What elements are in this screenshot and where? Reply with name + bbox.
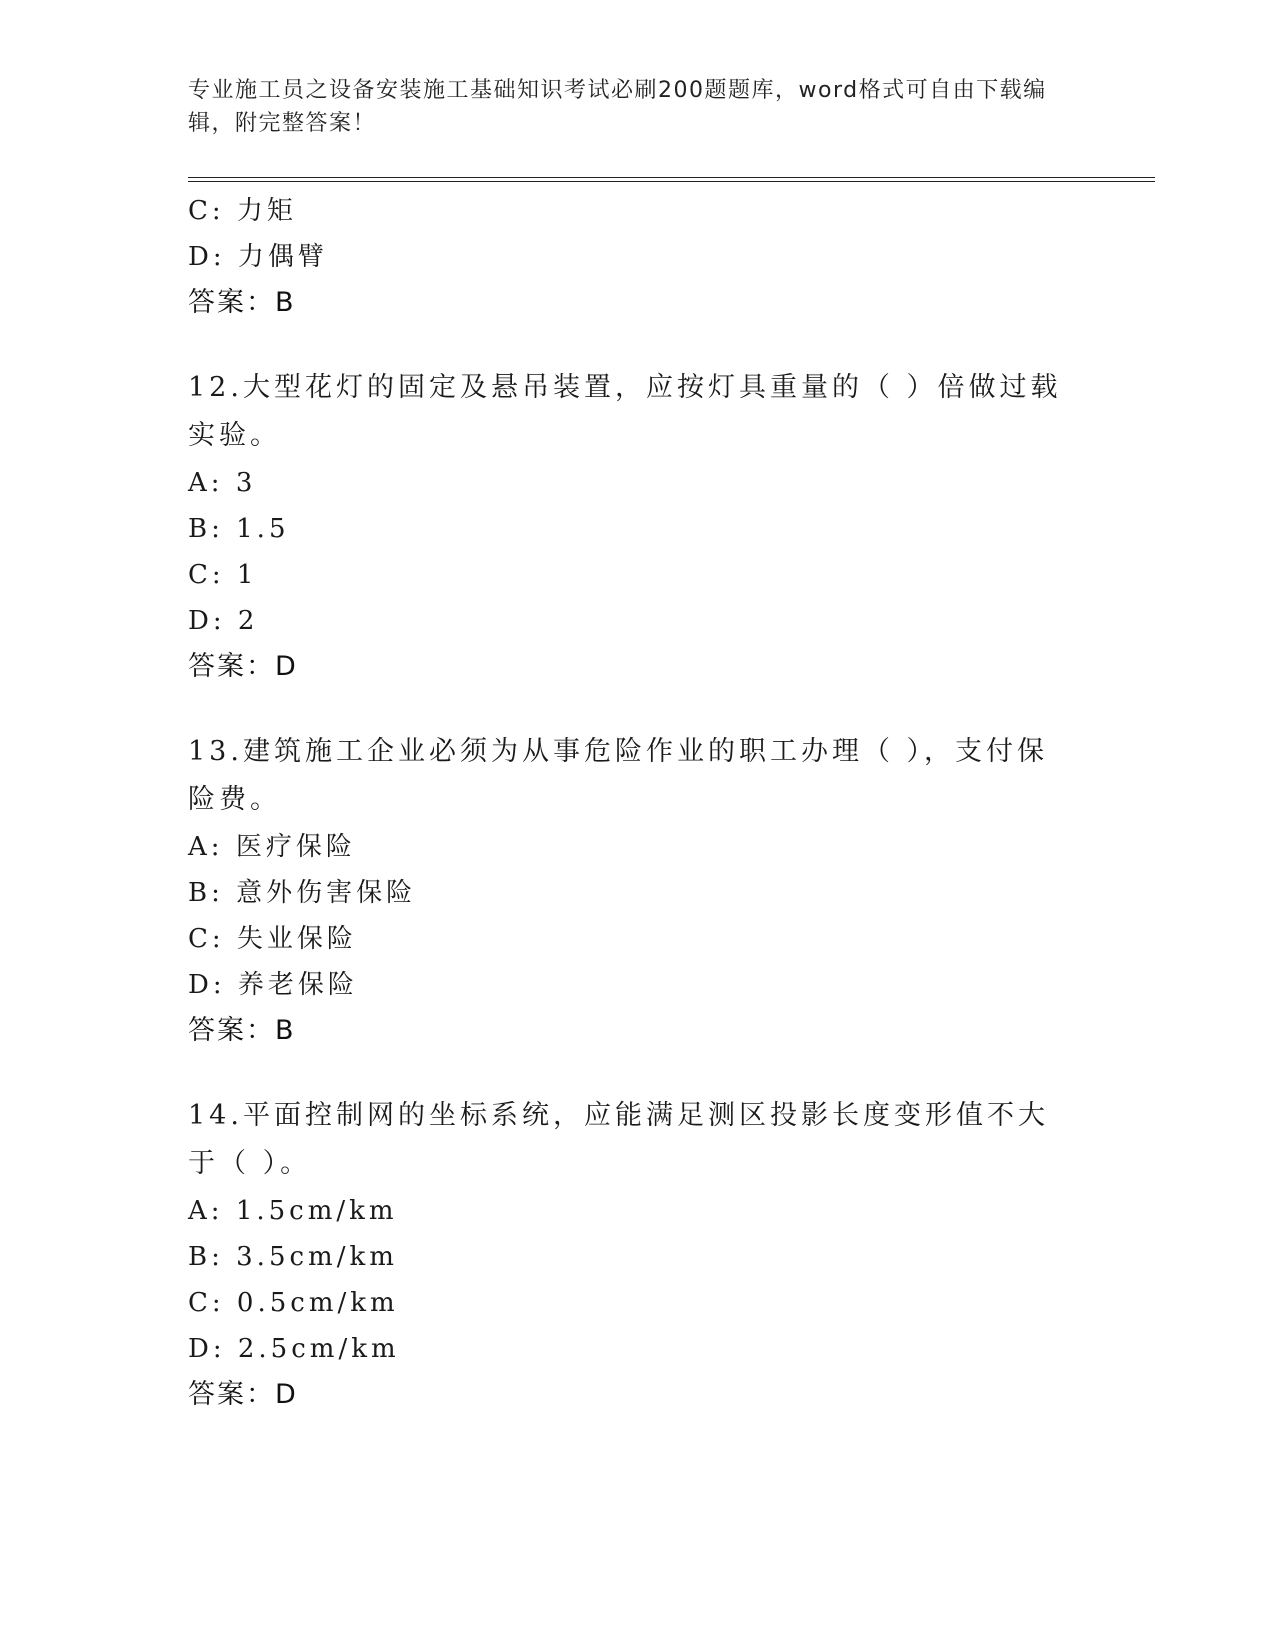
option-text: 力偶臂 [237,242,328,272]
question-number: 13. [188,736,243,767]
spacer [188,690,1068,728]
question-number: 12. [188,372,243,403]
option-label: C: [188,924,225,954]
option-b [188,506,1068,552]
option-text: 失业保险 [236,924,357,954]
question-text: 建筑施工企业必须为从事危险作业的职工办理（ ），支付保险费。 [188,736,1049,815]
option-text: 力矩 [236,196,297,226]
option-text: 3 [235,468,257,498]
option-label: C: [188,560,225,590]
option-d [188,1326,1068,1372]
option-b [188,870,1068,916]
option-label: B: [188,514,224,544]
option-label: A: [188,468,224,498]
answer-line: 答案：B [188,1015,296,1046]
option-label: A: [188,832,224,862]
option-text: 3.5cm/km [236,1242,398,1272]
spacer [188,326,1068,364]
option-text: 2.5cm/km [237,1334,400,1364]
option-text: 0.5cm/km [236,1288,399,1318]
question-stem [188,1092,1068,1188]
option-text: 1 [236,560,258,590]
option-label: C: [188,1288,225,1318]
option-label: A: [188,1196,224,1226]
header-divider-bottom [188,181,1155,182]
option-c [188,916,1068,962]
option-d [188,234,1068,280]
option-c [188,552,1068,598]
option-d [188,598,1068,644]
option-label: D: [188,242,226,272]
header-title: 专业施工员之设备安装施工基础知识考试必刷200题题库，word格式可自由下载编辑，附完整答案！ [188,78,1047,136]
option-text: 1.5cm/km [235,1196,398,1226]
option-label: B: [188,878,224,908]
question-text: 大型花灯的固定及悬吊装置，应按灯具重量的（ ）倍做过载实验。 [188,372,1062,451]
option-a [188,824,1068,870]
answer-line: 答案：D [188,1379,298,1410]
option-b [188,1234,1068,1280]
answer-line: 答案：D [188,651,298,682]
question-12 [188,364,1068,690]
option-text: 意外伤害保险 [236,878,417,908]
question-13 [188,728,1068,1054]
document-body [188,188,1068,1418]
spacer [188,1054,1068,1092]
option-label: C: [188,196,225,226]
option-d [188,962,1068,1008]
option-c [188,1280,1068,1326]
option-label: D: [188,1334,226,1364]
option-c [188,188,1068,234]
answer-line: 答案：B [188,287,296,318]
question-stem [188,728,1068,824]
option-text: 2 [237,606,259,636]
question-text: 平面控制网的坐标系统，应能满足测区投影长度变形值不大于（ ）。 [188,1100,1049,1179]
option-label: B: [188,1242,224,1272]
question-stem [188,364,1068,460]
question-number: 14. [188,1100,243,1131]
option-label: D: [188,970,226,1000]
option-text: 医疗保险 [235,832,356,862]
option-a [188,1188,1068,1234]
option-a [188,460,1068,506]
question-14 [188,1092,1068,1418]
header-divider-top [188,177,1155,178]
document-header [188,74,1088,140]
option-text: 养老保险 [237,970,358,1000]
option-label: D: [188,606,226,636]
carryover-question [188,188,1068,326]
option-text: 1.5 [236,514,290,544]
